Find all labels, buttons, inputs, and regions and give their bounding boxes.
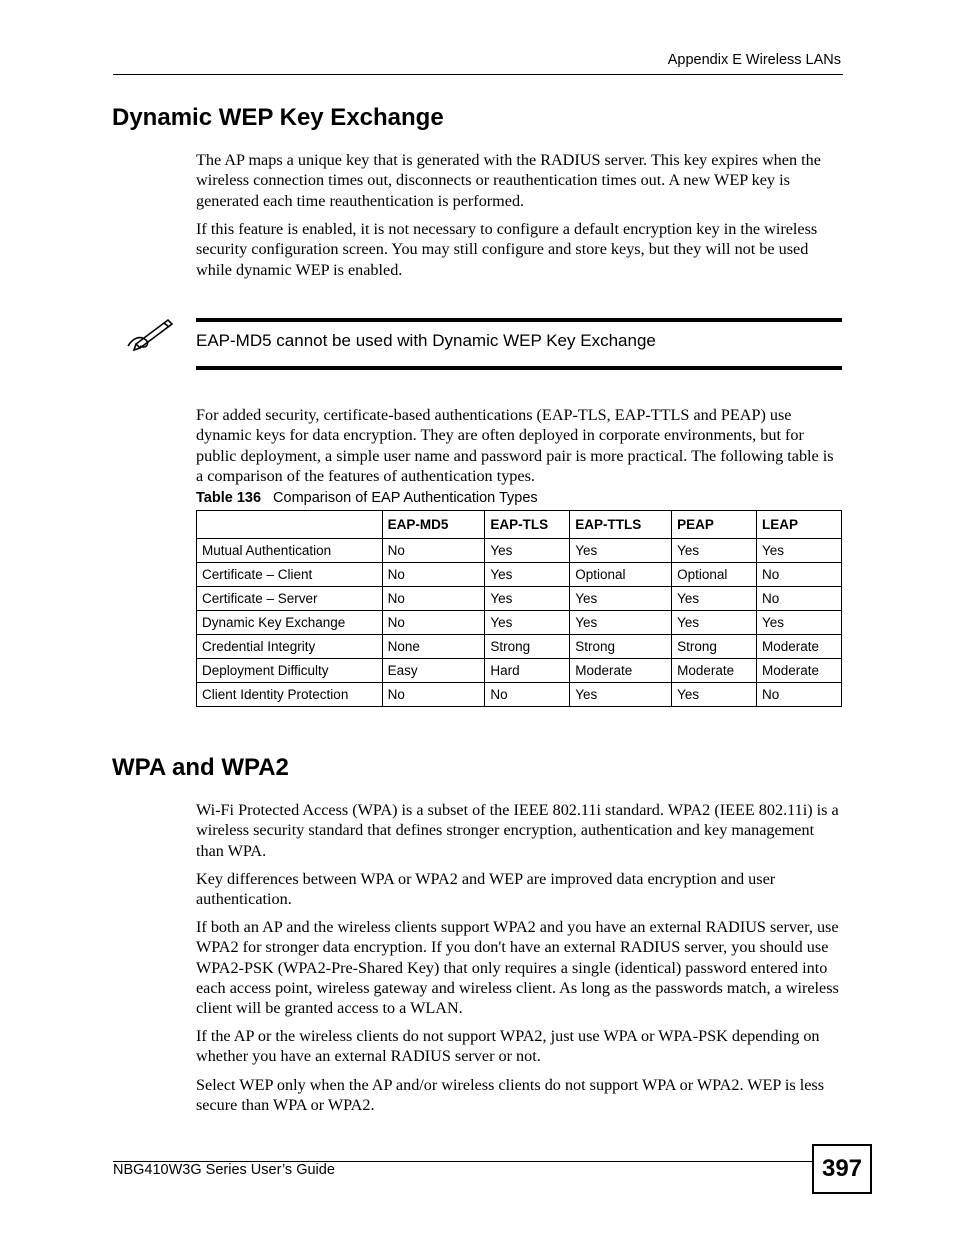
table-cell: Client Identity Protection	[197, 683, 383, 707]
table-cell: Yes	[485, 587, 570, 611]
table-cell: Yes	[485, 563, 570, 587]
paragraph: For added security, certificate-based authentications (EAP-TLS, EAP-TTLS and PEAP) use dynamic keys for data encryption. They are often deployed in corporate environments, but for public deployment, a simple user name and password pair is more practical. The following table is a comparison of the features of authentication types.	[196, 406, 834, 485]
table-cell: Strong	[485, 635, 570, 659]
table-cell: Yes	[485, 539, 570, 563]
table-cell: Yes	[570, 683, 672, 707]
table-cell: Yes	[485, 611, 570, 635]
table-cell: Dynamic Key Exchange	[197, 611, 383, 635]
table-row	[197, 563, 842, 587]
table-cell: Certificate – Server	[197, 587, 383, 611]
header-cell: EAP-TTLS	[570, 511, 672, 539]
paragraph: Key differences between WPA or WPA2 and WEP are improved data encryption and user authentication.	[196, 870, 776, 909]
table-cell: Credential Integrity	[197, 635, 383, 659]
table-caption	[196, 490, 538, 506]
table-cell: No	[382, 587, 485, 611]
table-header-row	[197, 511, 842, 539]
table-cell: Hard	[485, 659, 570, 683]
header-cell	[197, 511, 383, 539]
paragraph: If the AP or the wireless clients do not support WPA2, just use WPA or WPA-PSK depending on whether you have an external RADIUS server or not.	[196, 1027, 820, 1066]
table-cell: Yes	[570, 587, 672, 611]
note-bottom-rule	[196, 366, 842, 370]
table-cell: None	[382, 635, 485, 659]
table-cell: No	[382, 539, 485, 563]
section-title-dynamic-wep: Dynamic WEP Key Exchange	[112, 104, 444, 131]
table-cell: Strong	[672, 635, 757, 659]
header-cell: LEAP	[757, 511, 842, 539]
table-cell: No	[382, 683, 485, 707]
table-row	[197, 587, 842, 611]
table-cell: Moderate	[672, 659, 757, 683]
table-row	[197, 635, 842, 659]
table-cell: Moderate	[757, 635, 842, 659]
table-caption-label: Table 136	[196, 490, 262, 506]
pencil-note-icon	[124, 316, 174, 357]
paragraph: If this feature is enabled, it is not necessary to configure a default encryption key in the wireless security configuration screen. You may still configure and store keys, but they will not be used while dynamic WEP is enabled.	[196, 220, 818, 279]
table-caption-text: Comparison of EAP Authentication Types	[273, 490, 538, 506]
footer-guide-title: NBG410W3G Series User’s Guide	[113, 1162, 335, 1178]
table-cell: No	[757, 563, 842, 587]
note-text: EAP-MD5 cannot be used with Dynamic WEP Key Exchange	[196, 331, 656, 350]
header-rule	[113, 74, 843, 75]
header-cell: EAP-TLS	[485, 511, 570, 539]
table-cell: No	[382, 611, 485, 635]
paragraph: Select WEP only when the AP and/or wireless clients do not support WPA or WPA2. WEP is less secure than WPA or WPA2.	[196, 1076, 824, 1115]
table-cell: Mutual Authentication	[197, 539, 383, 563]
table-cell: Easy	[382, 659, 485, 683]
table-cell: Yes	[672, 587, 757, 611]
header-cell: PEAP	[672, 511, 757, 539]
table-cell: Yes	[672, 683, 757, 707]
table-cell: Deployment Difficulty	[197, 659, 383, 683]
table-cell: Yes	[570, 611, 672, 635]
table-row	[197, 683, 842, 707]
section-title-wpa: WPA and WPA2	[112, 754, 289, 781]
note-top-rule	[196, 318, 842, 322]
table-cell: No	[382, 563, 485, 587]
table-cell: Optional	[570, 563, 672, 587]
table-row	[197, 611, 842, 635]
table-cell: No	[757, 683, 842, 707]
table-cell: Certificate – Client	[197, 563, 383, 587]
table-cell: Yes	[672, 611, 757, 635]
table-cell: Yes	[757, 611, 842, 635]
table-cell: Moderate	[757, 659, 842, 683]
table-cell: Optional	[672, 563, 757, 587]
paragraph: The AP maps a unique key that is generated with the RADIUS server. This key expires when the wireless connection times out, disconnects or reauthentication times out. A new WEP key is generated each time reauthentication is performed.	[196, 151, 821, 210]
table-row	[197, 659, 842, 683]
table-cell: Yes	[672, 539, 757, 563]
table-cell: Strong	[570, 635, 672, 659]
table-cell: Yes	[757, 539, 842, 563]
table-cell: No	[757, 587, 842, 611]
eap-comparison-table	[196, 510, 842, 707]
running-header: Appendix E Wireless LANs	[667, 52, 841, 68]
table-cell: Yes	[570, 539, 672, 563]
table-cell: No	[485, 683, 570, 707]
paragraph: If both an AP and the wireless clients support WPA2 and you have an external RADIUS server, use WPA2 for stronger data encryption. If you don't have an external RADIUS server, you should use WPA2-PSK (WPA2-Pre-Shared Key) that only requires a single (identical) password entered into each access point, wireless gateway and wireless client. As long as the passwords match, a wireless client will be granted access to a WLAN.	[196, 918, 839, 1018]
page-number: 397	[812, 1144, 872, 1194]
paragraph: Wi-Fi Protected Access (WPA) is a subset of the IEEE 802.11i standard. WPA2 (IEEE 802.11i) is a wireless security standard that defines stronger encryption, authentication and key management than WPA.	[196, 801, 839, 860]
header-cell: EAP-MD5	[382, 511, 485, 539]
table-cell: Moderate	[570, 659, 672, 683]
table-row	[197, 539, 842, 563]
